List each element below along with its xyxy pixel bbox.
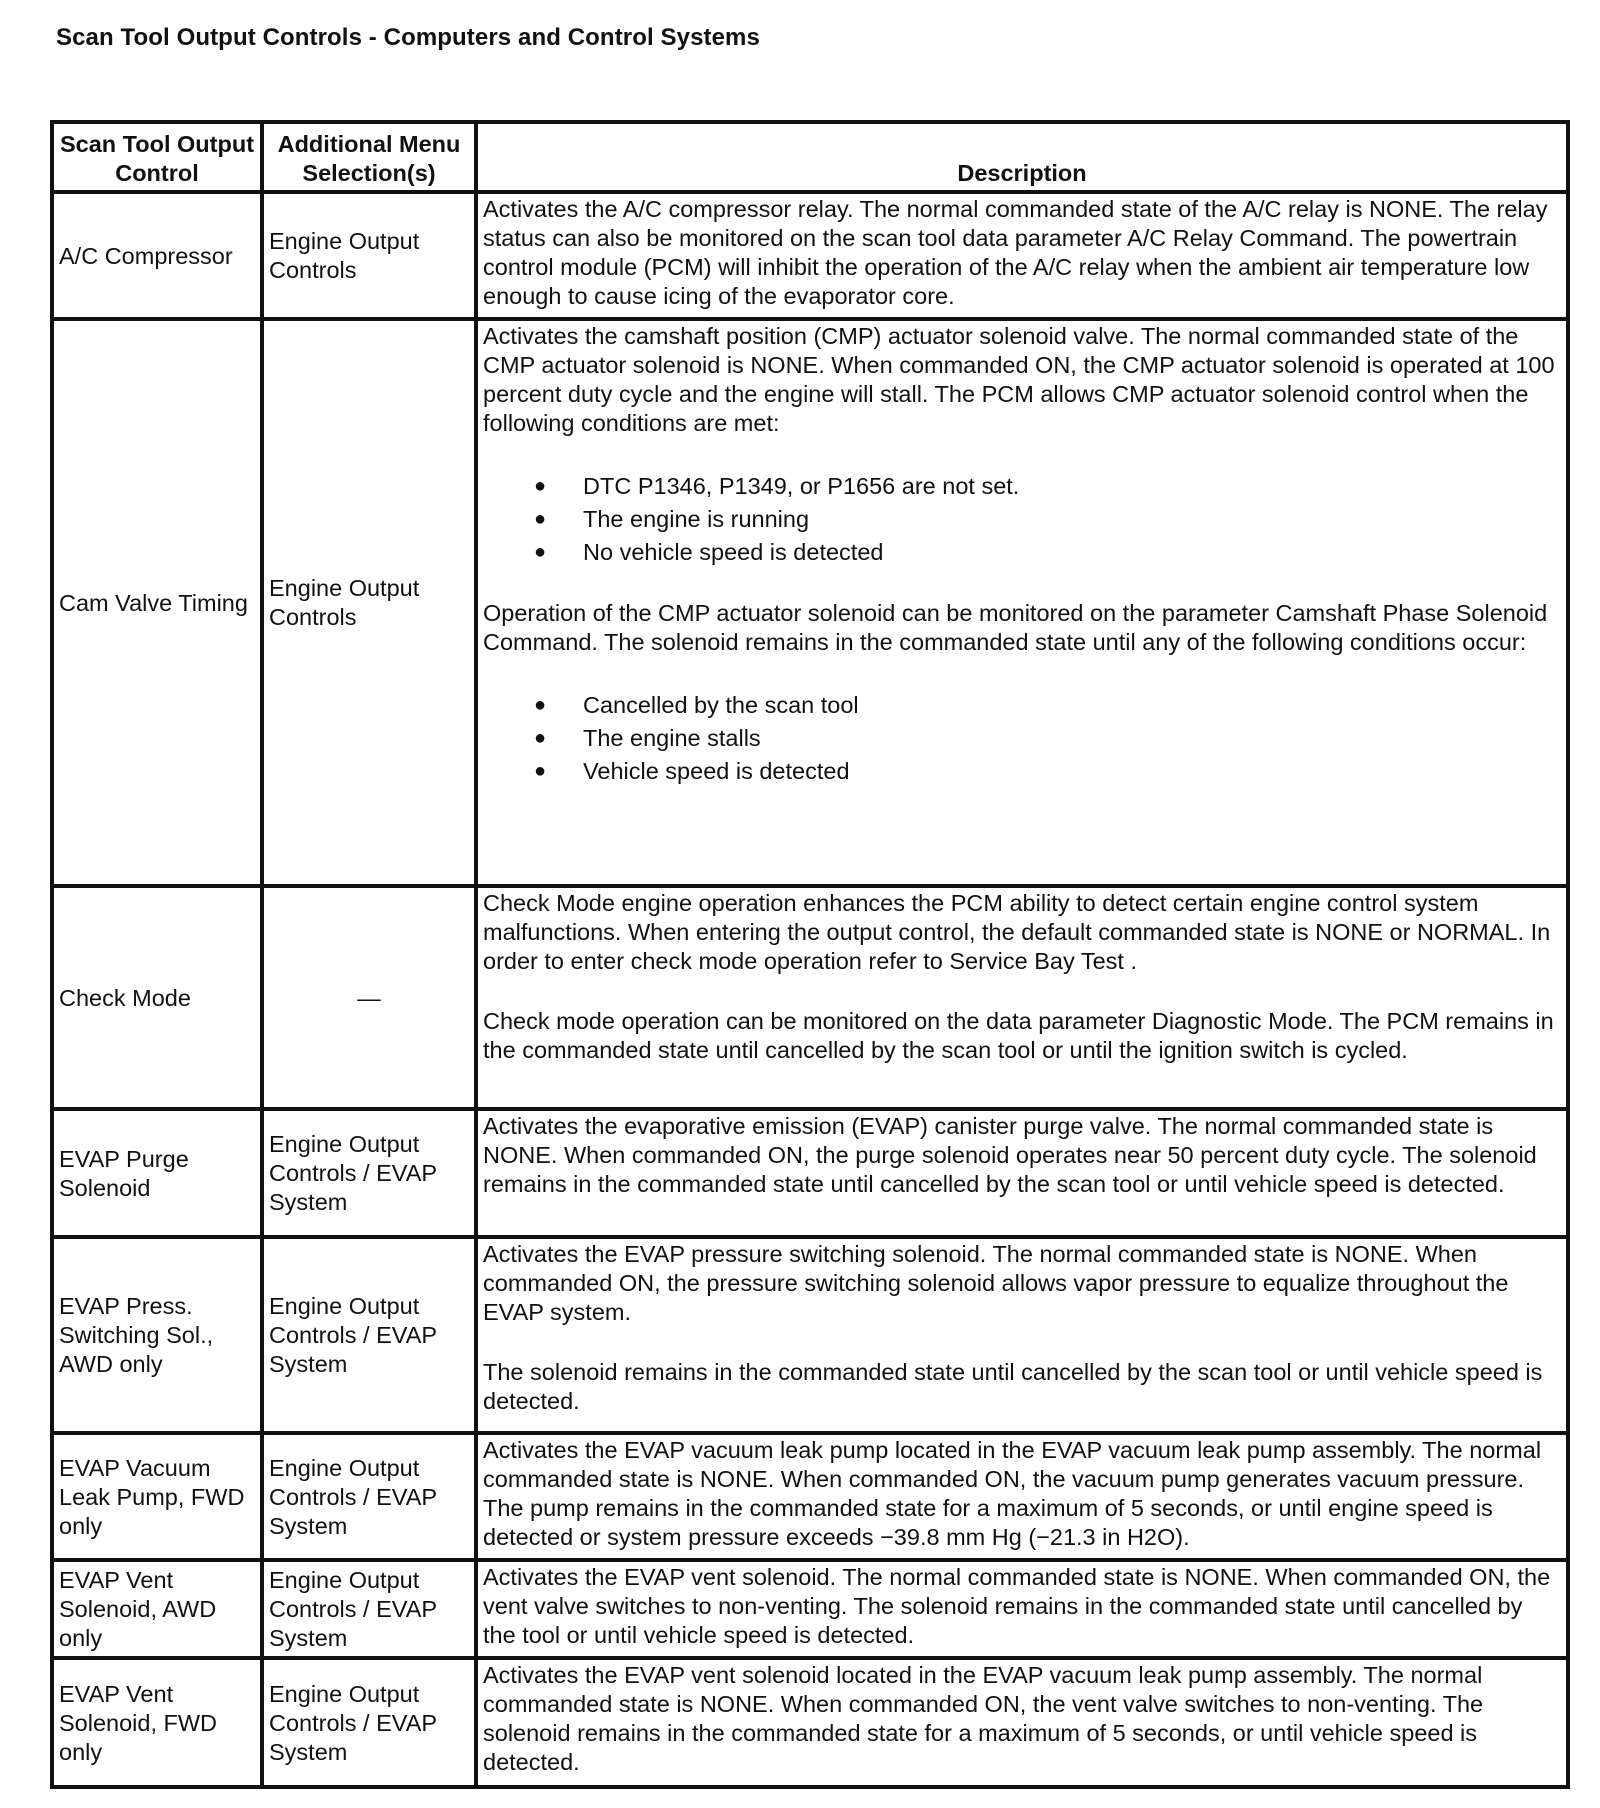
description-text: Check Mode engine operation enhances the PCM ability to detect certain engine control system malfunctions. When entering the output control, the default commanded state is NONE or NORMAL. In order to enter check mode operation refer to Service Bay Test . xyxy=(483,890,1551,974)
menu-selection: Engine Output Controls xyxy=(262,319,476,886)
paragraph-gap xyxy=(483,976,1561,1007)
table-row xyxy=(52,1433,1568,1560)
description-text: Activates the A/C compressor relay. The normal commanded state of the A/C relay is NONE. The relay status can also be monitored on the scan tool data parameter A/C Relay Command. The powertrain control module (PCM) will inhibit the operation of the A/C relay when the ambient air temperature low enough to cause icing of the evaporator core. xyxy=(483,196,1548,309)
list-item: ● DTC P1346, P1349, or P1656 are not set. xyxy=(583,470,1561,503)
bullet-icon: ● xyxy=(534,541,547,563)
bullet-icon: ● xyxy=(534,727,547,749)
table-row xyxy=(52,192,1568,319)
conditions-met-list xyxy=(483,470,1561,569)
description-text: Activates the EVAP pressure switching solenoid. The normal commanded state is NONE. When commanded ON, the pressure switching solenoid allows vapor pressure to equalize throughout the EVAP system. xyxy=(483,1241,1509,1325)
list-item: ● Vehicle speed is detected xyxy=(583,755,1561,788)
bullet-icon: ● xyxy=(534,760,547,782)
menu-selection: Engine Output Controls / EVAP System xyxy=(262,1237,476,1433)
list-item: ● Cancelled by the scan tool xyxy=(583,689,1561,722)
description-text: Operation of the CMP actuator solenoid can be monitored on the parameter Camshaft Phase Solenoid Command. The solenoid remains in the commanded state until any of the following conditions occur: xyxy=(483,600,1548,655)
menu-selection: Engine Output Controls / EVAP System xyxy=(262,1433,476,1560)
description-cell xyxy=(476,886,1568,1109)
table-row xyxy=(52,319,1568,886)
list-item: ● The engine stalls xyxy=(583,722,1561,755)
control-name: EVAP Vent Solenoid, FWD only xyxy=(52,1658,262,1787)
description-cell xyxy=(476,1237,1568,1433)
description-cell xyxy=(476,1433,1568,1560)
control-name: A/C Compressor xyxy=(52,192,262,319)
table-row xyxy=(52,1658,1568,1787)
description-text: Activates the evaporative emission (EVAP) canister purge valve. The normal commanded state is NONE. When commanded ON, the purge solenoid operates near 50 percent duty cycle. The solenoid remains in the commanded state until cancelled by the scan tool or until vehicle speed is detected. xyxy=(483,1113,1537,1197)
control-name: EVAP Press. Switching Sol., AWD only xyxy=(52,1237,262,1433)
header-scan-tool-output-control: Scan Tool Output Control xyxy=(52,122,262,192)
control-name: EVAP Vent Solenoid, AWD only xyxy=(52,1560,262,1658)
control-name: EVAP Vacuum Leak Pump, FWD only xyxy=(52,1433,262,1560)
table-row xyxy=(52,1109,1568,1237)
control-name: EVAP Purge Solenoid xyxy=(52,1109,262,1237)
description-text: Activates the EVAP vacuum leak pump located in the EVAP vacuum leak pump assembly. The normal commanded state is NONE. When commanded ON, the vacuum pump generates vacuum pressure. The pump remains in the commanded state for a maximum of 5 seconds, or until engine speed is detected or system pressure exceeds −39.8 mm Hg (−21.3 in H2O). xyxy=(483,1437,1542,1550)
control-name: Check Mode xyxy=(52,886,262,1109)
menu-selection: Engine Output Controls xyxy=(262,192,476,319)
description-text: Activates the EVAP vent solenoid. The normal commanded state is NONE. When commanded ON, the vent valve switches to non-venting. The solenoid remains in the commanded state until cancelled by the tool or until vehicle speed is detected. xyxy=(483,1564,1551,1648)
menu-selection: Engine Output Controls / EVAP System xyxy=(262,1560,476,1658)
description-text: Check mode operation can be monitored on the data parameter Diagnostic Mode. The PCM remains in the commanded state until cancelled by the scan tool or until the ignition switch is cycled. xyxy=(483,1008,1554,1063)
paragraph-gap xyxy=(483,1327,1561,1358)
description-cell xyxy=(476,319,1568,886)
description-cell xyxy=(476,1658,1568,1787)
menu-selection: — xyxy=(262,886,476,1109)
description-text: The solenoid remains in the commanded state until cancelled by the scan tool or until vehicle speed is detected. xyxy=(483,1359,1543,1414)
description-cell xyxy=(476,192,1568,319)
table-row xyxy=(52,886,1568,1109)
table-header-row xyxy=(52,122,1568,192)
page-title: Scan Tool Output Controls - Computers and Control Systems xyxy=(56,24,760,51)
list-item: ● No vehicle speed is detected xyxy=(583,536,1561,569)
table-row xyxy=(52,1560,1568,1658)
bullet-icon: ● xyxy=(534,694,547,716)
header-additional-menu-selections: Additional Menu Selection(s) xyxy=(262,122,476,192)
menu-selection: Engine Output Controls / EVAP System xyxy=(262,1109,476,1237)
cancel-conditions-list xyxy=(483,689,1561,788)
bullet-icon: ● xyxy=(534,508,547,530)
description-text: Activates the EVAP vent solenoid located in the EVAP vacuum leak pump assembly. The normal commanded state is NONE. When commanded ON, the vent valve switches to non-venting. The solenoid remains in the commanded state for a maximum of 5 seconds, or until vehicle speed is detected. xyxy=(483,1662,1484,1775)
output-controls-table xyxy=(50,120,1570,1789)
bullet-icon: ● xyxy=(534,475,547,497)
header-description: Description xyxy=(476,122,1568,192)
description-cell xyxy=(476,1560,1568,1658)
table-row xyxy=(52,1237,1568,1433)
list-item: ● The engine is running xyxy=(583,503,1561,536)
description-text: Activates the camshaft position (CMP) actuator solenoid valve. The normal commanded state of the CMP actuator solenoid is NONE. When commanded ON, the CMP actuator solenoid is operated at 100 percent duty cycle and the engine will stall. The PCM allows CMP actuator solenoid control when the following conditions are met: xyxy=(483,323,1555,436)
menu-selection: Engine Output Controls / EVAP System xyxy=(262,1658,476,1787)
control-name: Cam Valve Timing xyxy=(52,319,262,886)
description-cell xyxy=(476,1109,1568,1237)
